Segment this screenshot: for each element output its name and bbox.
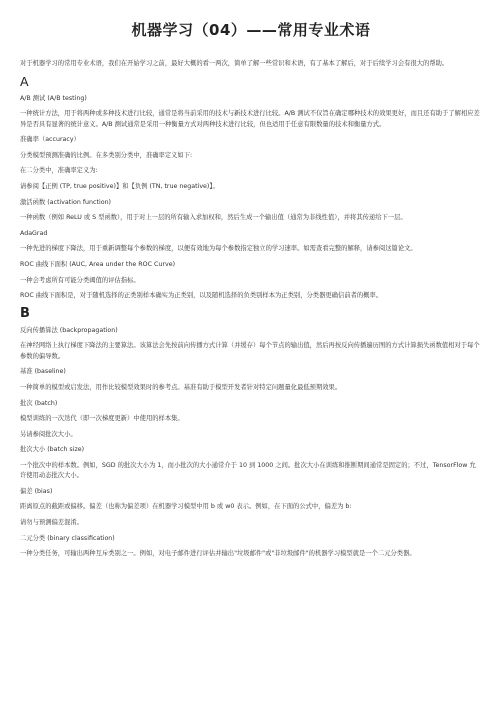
section-a xyxy=(20,75,482,302)
term-binary-classification: 二元分类 (binary classification) xyxy=(20,534,115,542)
see-also-tp-tn: 请参阅【正例 (TP, true positive)】和【负例 (TN, true negative)】。 xyxy=(20,182,219,190)
section-heading-a: A xyxy=(20,73,29,89)
term-activation-function: 激活函数 (activation function) xyxy=(20,198,112,206)
definition-binary-classification: 一种分类任务，可输出两种互斥类别之一。例如，对电子邮件进行评估并输出"垃圾邮件"或"非垃圾邮件"的机器学习模型就是一个二元分类器。 xyxy=(20,550,416,558)
term-baseline: 基准 (baseline) xyxy=(20,368,66,376)
definition-baseline: 一种简单的模型或启发法，用作比较模型效果时的参考点。基准有助于模型开发者针对特定问题量化最低预期效果。 xyxy=(20,383,342,391)
definition-accuracy-multiclass: 分类模型预测准确的比例。在多类别分类中，准确率定义如下: xyxy=(20,151,193,159)
term-ab-testing: A/B 测试 (A/B testing) xyxy=(20,94,87,102)
note-prediction-bias: 请勿与预测偏差混淆。 xyxy=(20,519,83,527)
term-accuracy: 准确率（accuracy） xyxy=(20,136,80,144)
definition-ab-testing: 一种统计方法，用于将两种或多种技术进行比较，通常是将当前采用的技术与新技术进行比较。A/B 测试不仅旨在确定哪种技术的效果更好，而且还有助于了解相应差异是否具有显著的统计意义。A/B 测试通常是采用一种衡量方式对两种技术进行比较，但也适用于任意有限数量的技术和衡量方式。 xyxy=(20,110,480,128)
definition-adagrad: 一种先进的梯度下降法，用于重新调整每个参数的梯度，以便有效地为每个参数指定独立的学习速率。如需查看完整的解释，请参阅这篇论文。 xyxy=(20,245,417,253)
term-adagrad: AdaGrad xyxy=(20,229,48,237)
term-batch-size: 批次大小 (batch size) xyxy=(20,446,85,454)
definition-batch: 模型训练的一次迭代（即一次梯度更新）中使用的样本集。 xyxy=(20,415,184,423)
definition-batch-size: 一个批次中的样本数。例如，SGD 的批次大小为 1，而小批次的大小通常介于 10 到 1000 之间。批次大小在训练和推断期间通常是固定的；不过，TensorFlow 允许使用动态批次大小。 xyxy=(20,461,476,480)
definition-accuracy-binary: 在二分类中，准确率定义为: xyxy=(20,167,98,175)
term-backpropagation: 反向传播算法 (backpropagation) xyxy=(20,326,118,334)
definition-activation-function: 一种函数（例如 ReLU 或 S 型函数），用于对上一层的所有输入求加权和，然后生成一个输出值（通常为非线性值），并将其传递给下一层。 xyxy=(20,214,407,222)
intro-paragraph: 对于机器学习的常用专业术语，我们在开始学习之前，最好大概的看一两次，简单了解一些常识和术语，有了基本了解后，对于后续学习会有很大的帮助。 xyxy=(20,60,449,67)
term-bias: 偏差 (bias) xyxy=(20,487,53,495)
definition-bias: 距离原点的截距或偏移。偏差（也称为偏差项）在机器学习模型中用 b 或 w0 表示。例如，在下面的公式中，偏差为 b: xyxy=(20,503,352,511)
section-b xyxy=(20,307,482,560)
term-auc: ROC 曲线下面积 (AUC, Area under the ROC Curve) xyxy=(20,260,176,268)
definition-backpropagation: 在神经网络上执行梯度下降法的主要算法。该算法会先按前向传播方式计算（并缓存）每个节点的输出值，然后再按反向传播遍历图的方式计算损失函数值相对于每个参数的偏导数。 xyxy=(20,342,480,360)
definition-auc-2: ROC 曲线下面积是，对于随机选择的正类别样本确实为正类别，以及随机选择的负类别样本为正类别，分类器更确信前者的概率。 xyxy=(20,292,383,300)
section-heading-b: B xyxy=(20,305,30,321)
term-batch: 批次 (batch) xyxy=(20,399,58,407)
definition-auc-1: 一种会考虑所有可能分类阈值的评估指标。 xyxy=(20,276,140,284)
page-title: 机器学习（04）——常用专业术语 xyxy=(131,21,371,39)
see-also-batch-size: 另请参阅批次大小。 xyxy=(20,430,77,438)
